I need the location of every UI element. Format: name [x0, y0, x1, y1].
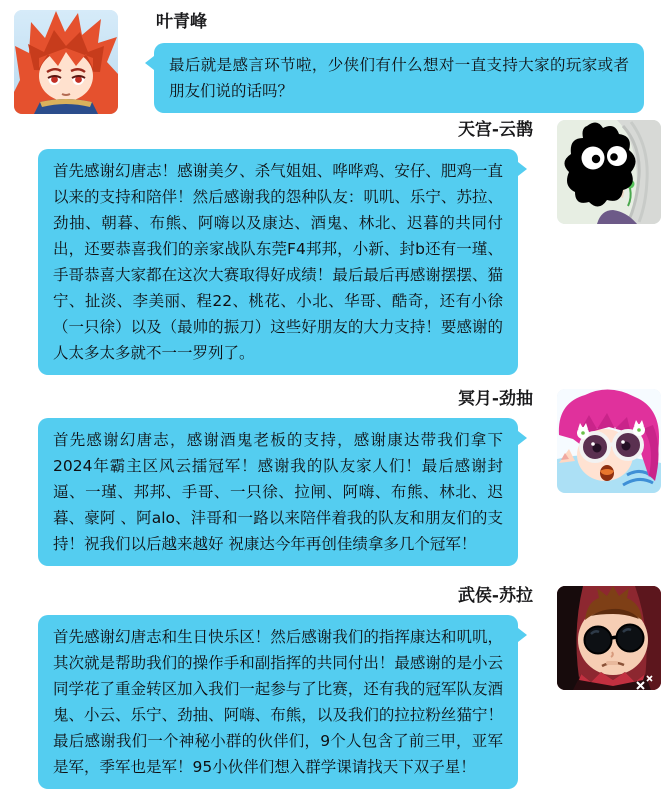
sender-name: 冥月-劲抽: [457, 389, 533, 409]
sender-name: 武侯-苏拉: [457, 586, 533, 606]
sender-name: 叶青峰: [156, 12, 207, 32]
message-bubble: 首先感谢幻唐志和生日快乐区！然后感谢我们的指挥康达和叽叽，其次就是帮助我们的操作手和副指挥的共同付出！最感谢的是小云同学花了重金转区加入我们一起参与了比赛，还有我的冠军队友酒鬼、小云、乐宁、劲抽、阿嗨、布熊，以及我们的拉拉粉丝猫宁！最后感谢我们一个神秘小群的伙伴们，9个人包含了前三甲，亚军是军，季军也是军！95小伙伴们想入群学课请找天下双子星！: [38, 615, 518, 789]
avatar-jin-chou[interactable]: [557, 389, 661, 493]
message-row-jinchou: [38, 389, 661, 566]
message-content: [38, 120, 533, 375]
message-row-sula: [38, 586, 661, 789]
message-content: [38, 586, 533, 789]
message-content: [154, 10, 644, 113]
message-bubble: 首先感谢幻唐志，感谢酒鬼老板的支持，感谢康达带我们拿下2024年霸主区风云擂冠军！感谢我的队友家人们！最后感谢封逼、一瑾、邦邦、手哥、一只徐、拉闸、阿嗨、布熊、林北、迟暮、豪阿 、阿alo、沣哥和一路以来陪伴着我的队友和朋友们的支持！祝我们以后越来越好 祝康达今年再创佳绩拿多几个冠军！: [38, 418, 518, 566]
avatar-yun-que[interactable]: [557, 120, 661, 224]
avatar-ye-qingfeng[interactable]: [14, 10, 118, 114]
avatar-su-la[interactable]: [557, 586, 661, 690]
avatar-image: [557, 586, 661, 690]
message-content: [38, 389, 533, 566]
message-row-yunque: [38, 120, 661, 375]
message-bubble: 最后就是感言环节啦，少侠们有什么想对一直支持大家的玩家或者朋友们说的话吗？: [154, 43, 644, 113]
avatar-image: [557, 120, 661, 224]
sender-name: 天宫-云鹊: [457, 120, 533, 140]
avatar-image: [557, 389, 661, 493]
message-row-host: [14, 10, 668, 114]
avatar-image: [14, 10, 118, 114]
message-bubble: 首先感谢幻唐志！感谢美夕、杀气姐姐、哗哗鸡、安仔、肥鸡一直以来的支持和陪伴！然后感谢我的怨种队友：叽叽、乐宁、苏拉、劲抽、朝暮、布熊、阿嗨以及康达、酒鬼、林北、迟暮的共同付出，还要恭喜我们的亲家战队东莞F4邦邦，小新、封b还有一瑾、手哥恭喜大家都在这次大赛取得好成绩！最后最后再感谢摆摆、猫宁、扯淡、李美丽、程22、桃花、小北、华哥、酷奇，还有小徐（一只徐）以及（最帅的振刀）这些好朋友的大力支持！要感谢的人太多太多就不一一罗列了。: [38, 149, 518, 375]
